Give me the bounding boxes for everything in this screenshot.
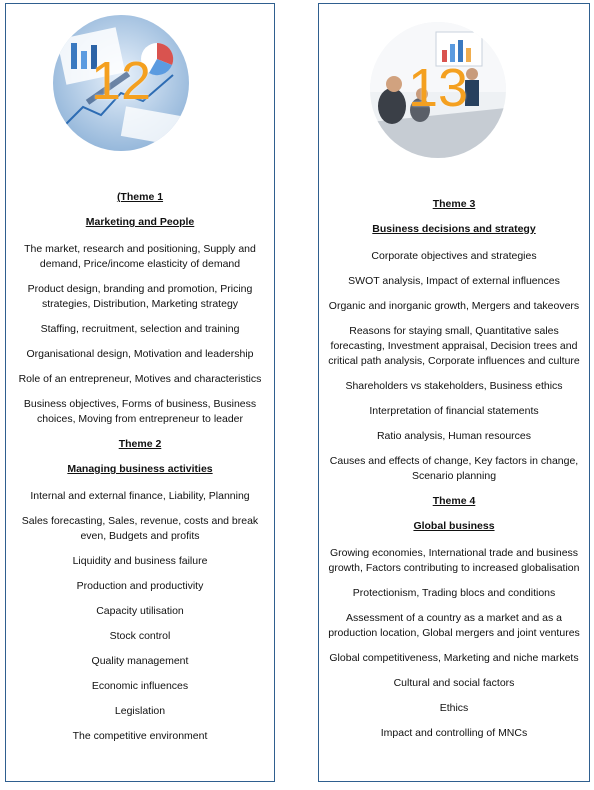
list-item: Capacity utilisation	[96, 605, 184, 617]
list-item: Shareholders vs stakeholders, Business ethics	[345, 380, 563, 392]
theme-list	[6, 190, 274, 744]
business-meeting-image	[370, 22, 506, 158]
list-item: Sales forecasting, Sales, revenue, costs and break even, Budgets and profits	[21, 515, 259, 542]
theme-title: Business decisions and strategy	[372, 223, 536, 235]
list-item: Cultural and social factors	[393, 677, 515, 689]
list-item: The market, research and positioning, Supply and demand, Price/income elasticity of demand	[24, 243, 256, 270]
list-item: Production and productivity	[76, 580, 204, 592]
list-item: Impact and controlling of MNCs	[380, 727, 528, 739]
list-item: Corporate objectives and strategies	[371, 250, 537, 262]
list-item: Interpretation of financial statements	[369, 405, 539, 417]
list-item: Ratio analysis, Human resources	[376, 430, 532, 442]
list-item: Global competitiveness, Marketing and niche markets	[329, 652, 579, 664]
list-item: Growing economies, International trade and business growth, Factors contributing to increased globalisation	[328, 547, 580, 574]
list-item: Protectionism, Trading blocs and conditions	[352, 587, 556, 599]
list-item: Staffing, recruitment, selection and training	[40, 323, 240, 335]
list-item: Legislation	[114, 705, 166, 717]
marketing-charts-image	[53, 15, 189, 151]
list-item: Liquidity and business failure	[72, 555, 208, 567]
list-item: Economic influences	[91, 680, 189, 692]
theme-title: Global business	[413, 520, 495, 532]
list-item: Role of an entrepreneur, Motives and characteristics	[18, 373, 262, 385]
list-item: Causes and effects of change, Key factors in change, Scenario planning	[329, 455, 579, 482]
badge-number: 13	[407, 58, 469, 118]
list-item: Business objectives, Forms of business, Business choices, Moving from entrepreneur to leader	[23, 398, 257, 425]
list-item: Ethics	[439, 702, 469, 714]
list-item: Product design, branding and promotion, Pricing strategies, Distribution, Marketing strategy	[27, 283, 253, 310]
list-item: Reasons for staying small, Quantitative sales forecasting, Investment appraisal, Decision trees and critical path analysis, Corporate influences and culture	[328, 325, 580, 367]
theme-label: Theme 4	[432, 495, 476, 507]
list-item: Assessment of a country as a market and as a production location, Global mergers and joint ventures	[328, 612, 580, 639]
theme-title: Managing business activities	[67, 463, 213, 475]
badge-number: 12	[90, 51, 152, 111]
theme-card-left	[5, 3, 275, 782]
list-item: The competitive environment	[72, 730, 208, 742]
theme-label: Theme 3	[432, 198, 476, 210]
list-item: Organic and inorganic growth, Mergers and takeovers	[328, 300, 580, 312]
list-item: Internal and external finance, Liability, Planning	[30, 490, 250, 502]
list-item: Stock control	[109, 630, 171, 642]
list-item: Organisational design, Motivation and leadership	[26, 348, 254, 360]
list-item: SWOT analysis, Impact of external influences	[348, 275, 560, 287]
theme-list	[319, 197, 589, 741]
theme-title: Marketing and People	[85, 216, 195, 228]
theme-label: Theme 2	[118, 438, 162, 450]
theme-card-right	[318, 3, 590, 782]
list-item: Quality management	[91, 655, 189, 667]
theme-label: (Theme 1	[116, 191, 164, 203]
